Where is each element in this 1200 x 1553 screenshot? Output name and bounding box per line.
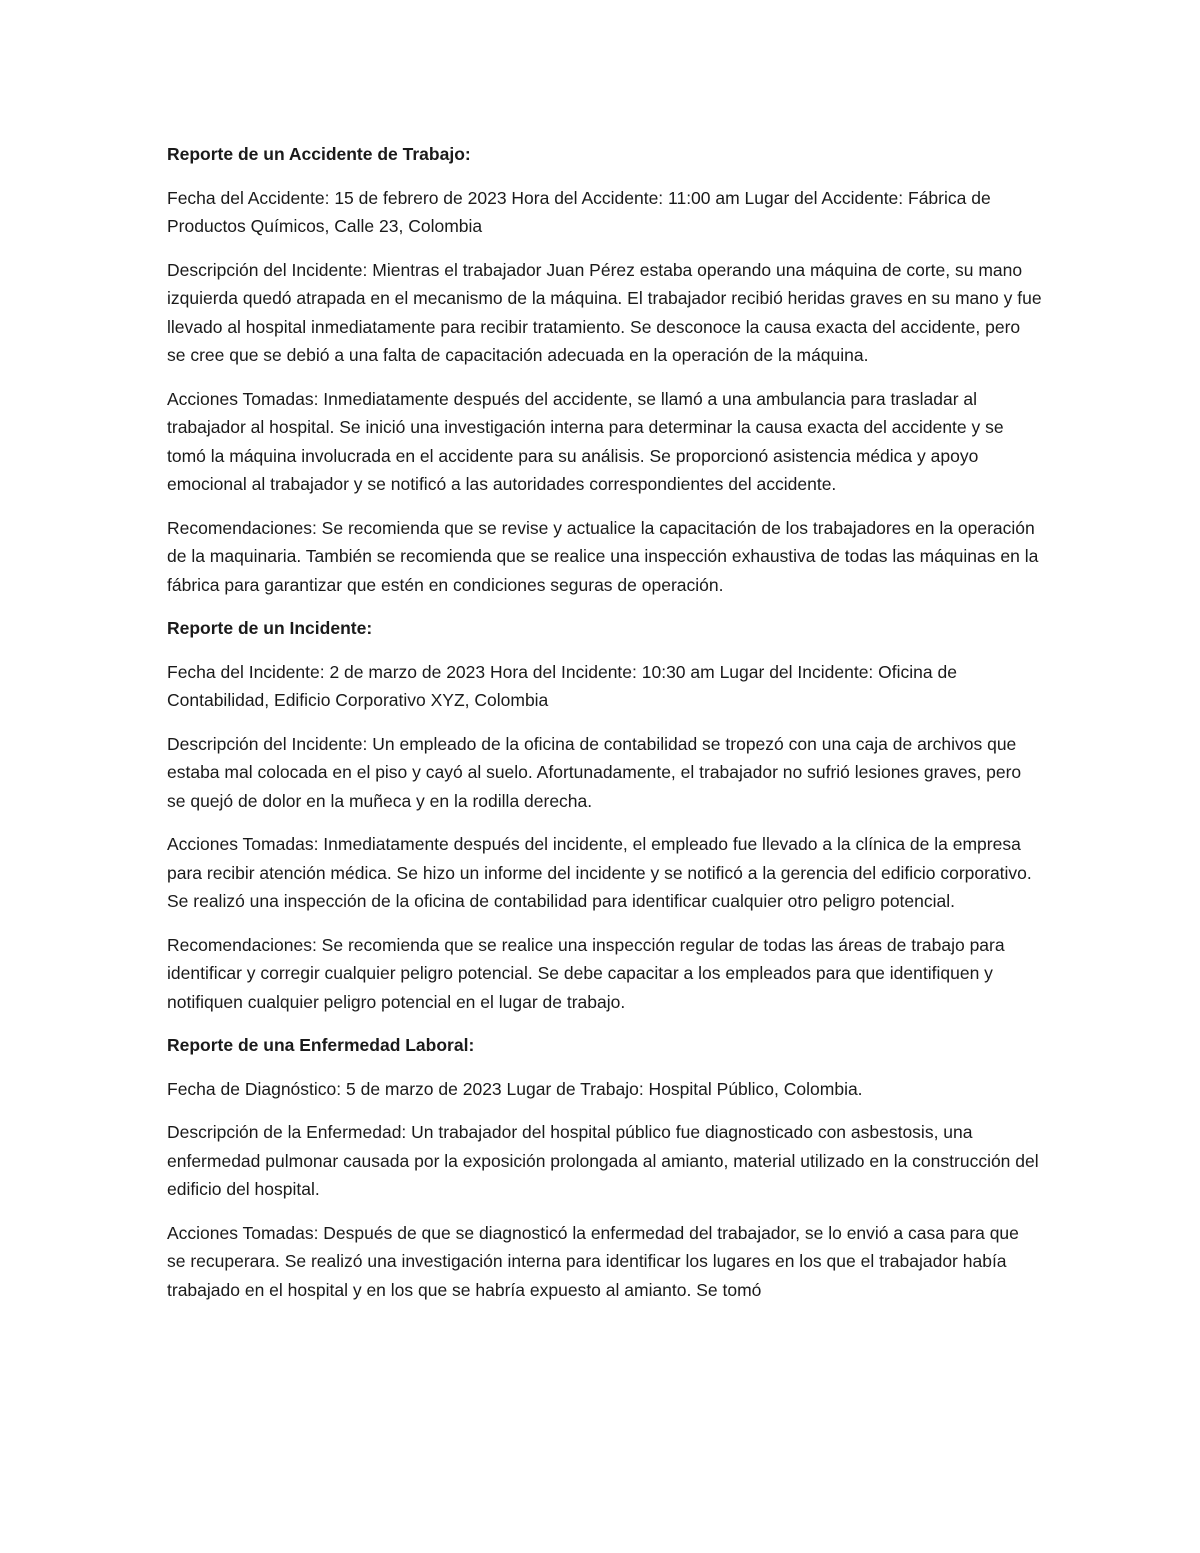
section-heading: Reporte de una Enfermedad Laboral: <box>167 1035 475 1055</box>
paragraph-fecha: Fecha de Diagnóstico: 5 de marzo de 2023 Lugar de Trabajo: Hospital Público, Colombia. <box>167 1078 863 1099</box>
section-heading: Reporte de un Accidente de Trabajo: <box>167 144 471 164</box>
section-accidente <box>167 140 1042 599</box>
section-enfermedad <box>167 1031 1042 1304</box>
section-heading: Reporte de un Incidente: <box>167 618 373 638</box>
paragraph-descripcion: Descripción de la Enfermedad: Un trabajador del hospital público fue diagnosticado con asbestosis, una enfermedad pulmonar causada por la exposición prolongada al amianto, material utilizado en la construcción del edificio del hospital. <box>167 1122 1039 1199</box>
paragraph-acciones: Acciones Tomadas: Inmediatamente después del accidente, se llamó a una ambulancia para trasladar al trabajador al hospital. Se inició una investigación interna para determinar la causa exacta del accidente y se tomó la máquina involucrada en el accidente para su análisis. Se proporcionó asistencia médica y apoyo emocional al trabajador y se notificó a las autoridades correspondientes del accidente. <box>167 388 1004 494</box>
section-incidente <box>167 614 1042 1016</box>
paragraph-recomendaciones: Recomendaciones: Se recomienda que se revise y actualice la capacitación de los trabajadores en la operación de la maquinaria. También se recomienda que se realice una inspección exhaustiva de todas las máquinas en la fábrica para garantizar que estén en condiciones seguras de operación. <box>167 517 1039 595</box>
paragraph-acciones: Acciones Tomadas: Inmediatamente después del incidente, el empleado fue llevado a la clínica de la empresa para recibir atención médica. Se hizo un informe del incidente y se notificó a la gerencia del edificio corporativo. Se realizó una inspección de la oficina de contabilidad para identificar cualquier otro peligro potencial. <box>167 834 1032 911</box>
document-page <box>167 140 1042 1319</box>
paragraph-descripcion: Descripción del Incidente: Mientras el trabajador Juan Pérez estaba operando una máquina de corte, su mano izquierda quedó atrapada en el mecanismo de la máquina. El trabajador recibió heridas graves en su mano y fue llevado al hospital inmediatamente para recibir tratamiento. Se desconoce la causa exacta del accidente, pero se cree que se debió a una falta de capacitación adecuada en la operación de la máquina. <box>167 259 1042 365</box>
paragraph-acciones: Acciones Tomadas: Después de que se diagnosticó la enfermedad del trabajador, se lo envió a casa para que se recuperara. Se realizó una investigación interna para identificar los lugares en los que el trabajador había trabajado en el hospital y en los que se habría expuesto al amianto. Se tomó <box>167 1222 1019 1300</box>
paragraph-descripcion: Descripción del Incidente: Un empleado de la oficina de contabilidad se tropezó con una caja de archivos que estaba mal colocada en el piso y cayó al suelo. Afortunadamente, el trabajador no sufrió lesiones graves, pero se quejó de dolor en la muñeca y en la rodilla derecha. <box>167 733 1022 811</box>
paragraph-recomendaciones: Recomendaciones: Se recomienda que se realice una inspección regular de todas las áreas de trabajo para identificar y corregir cualquier peligro potencial. Se debe capacitar a los empleados para que identifiquen y notifiquen cualquier peligro potencial en el lugar de trabajo. <box>167 934 1005 1012</box>
paragraph-fecha: Fecha del Accidente: 15 de febrero de 2023 Hora del Accidente: 11:00 am Lugar del Accidente: Fábrica de Productos Químicos, Calle 23, Colombia <box>167 187 991 236</box>
paragraph-fecha: Fecha del Incidente: 2 de marzo de 2023 Hora del Incidente: 10:30 am Lugar del Incidente: Oficina de Contabilidad, Edificio Corporativo XYZ, Colombia <box>167 661 957 710</box>
